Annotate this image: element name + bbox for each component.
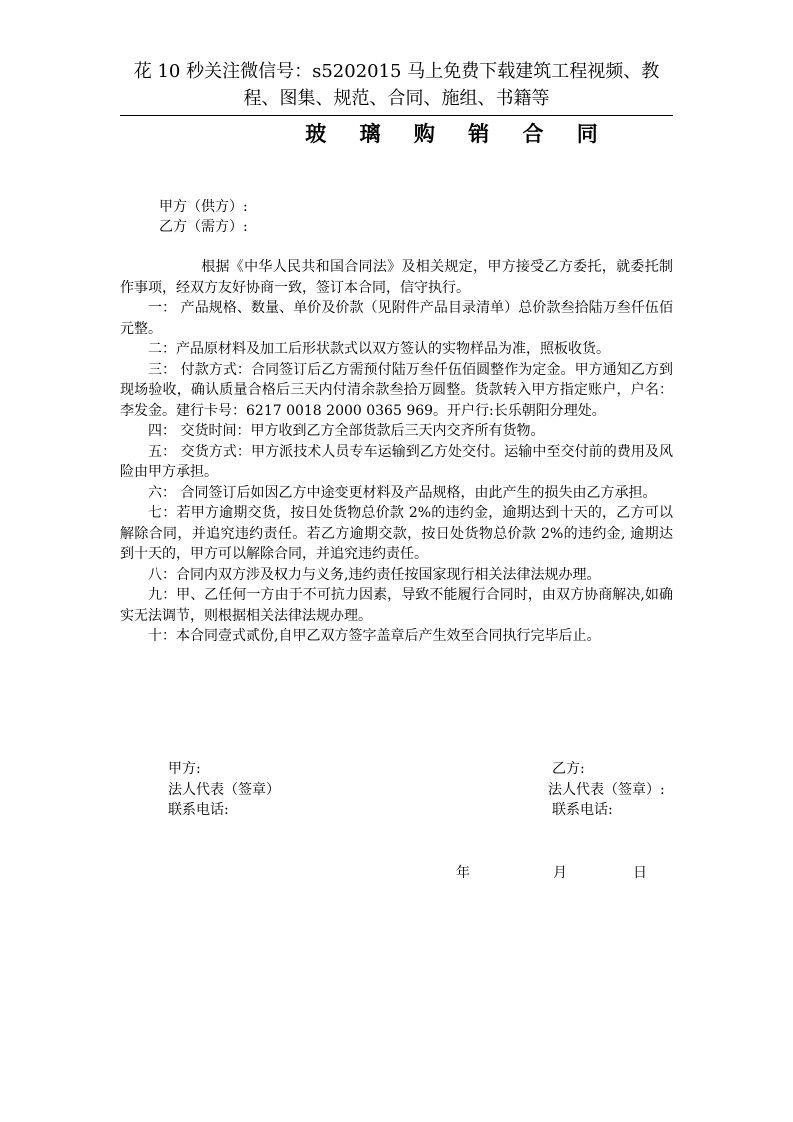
clause-8: 八：合同内双方涉及权力与义务,违约责任按国家现行相关法律法规办理。 (148, 566, 601, 583)
sig-b-phone: 联系电话: (552, 802, 613, 818)
party-a-label: 甲方（供方）: (159, 199, 248, 215)
clause-9: 九：甲、乙任何一方由于不可抗力因素，导致不能履行合同时，由双方协商解决,如确实无法调节，则根据相关法律法规办理。 (120, 587, 673, 624)
date-day: 日 (633, 865, 647, 881)
signature-block-b (548, 759, 665, 821)
document-header (120, 58, 673, 116)
clause-1: 一： 产品规格、数量、单价及价款（见附件产品目录清单）总价款叁拾陆万叁仟伍佰元整。 (120, 300, 673, 337)
date-year: 年 (456, 865, 470, 881)
clause-7: 七：若甲方逾期交货，按日处货物总价款 2%的违约金，逾期达到十天的，乙方可以解除合同，并追究违约责任。若乙方逾期交款，按日处货物总价款 2%的违约金, 逾期达到十天的，甲方可以解除合同，并追究违约责任。 (120, 505, 673, 562)
sig-a-phone: 联系电话: (168, 802, 229, 818)
signature-block-a (168, 759, 280, 821)
date-month: 月 (553, 865, 567, 881)
clause-10: 十：本合同壹式贰份,自甲乙双方签字盖章后产生效至合同执行完毕后止。 (148, 628, 601, 644)
clause-2: 二：产品原材料及加工后形状款式以双方签认的实物样品为准，照板收货。 (148, 341, 610, 357)
clause-4: 四： 交货时间：甲方收到乙方全部货款后三天内交齐所有货物。 (148, 423, 545, 439)
header-line-1: 花 10 秒关注微信号：s5202015 马上免费下载建筑工程视频、教 (133, 61, 660, 82)
party-b-label: 乙方（需方）: (159, 219, 248, 235)
clause-3: 三： 付款方式：合同签订后乙方需预付陆万叁仟伍佰圆整作为定金。甲方通知乙方到现场验收，确认质量合格后三天内付清余款叁拾万圆整。货款转入甲方指定账户，户名：李发金。建行卡号：6217 0018 2000 0365 969。开户行:长乐朝阳分理处。 (120, 361, 673, 419)
header-line-2: 程、图集、规范、合同、施组、书籍等 (243, 88, 550, 109)
contract-body (120, 257, 673, 647)
clause-5: 五： 交货方式：甲方派技术人员专车运输到乙方处交付。运输中至交付前的费用及风险由甲方承担。 (120, 443, 673, 480)
sig-b-party: 乙方: (552, 761, 585, 777)
clause-preamble: 根据《中华人民共和国合同法》及相关规定，甲方接受乙方委托，就委托制作事项，经双方友好协商一致，签订本合同，信守执行。 (120, 259, 673, 296)
clause-6: 六： 合同签订后如因乙方中途变更材料及产品规格，由此产生的损失由乙方承担。 (148, 484, 657, 501)
document-title: 玻 璃 购 销 合 同 (305, 121, 611, 146)
sig-a-rep: 法人代表（签章） (168, 781, 280, 798)
sig-b-rep: 法人代表（签章）: (548, 781, 665, 798)
sig-a-party: 甲方: (168, 761, 201, 777)
